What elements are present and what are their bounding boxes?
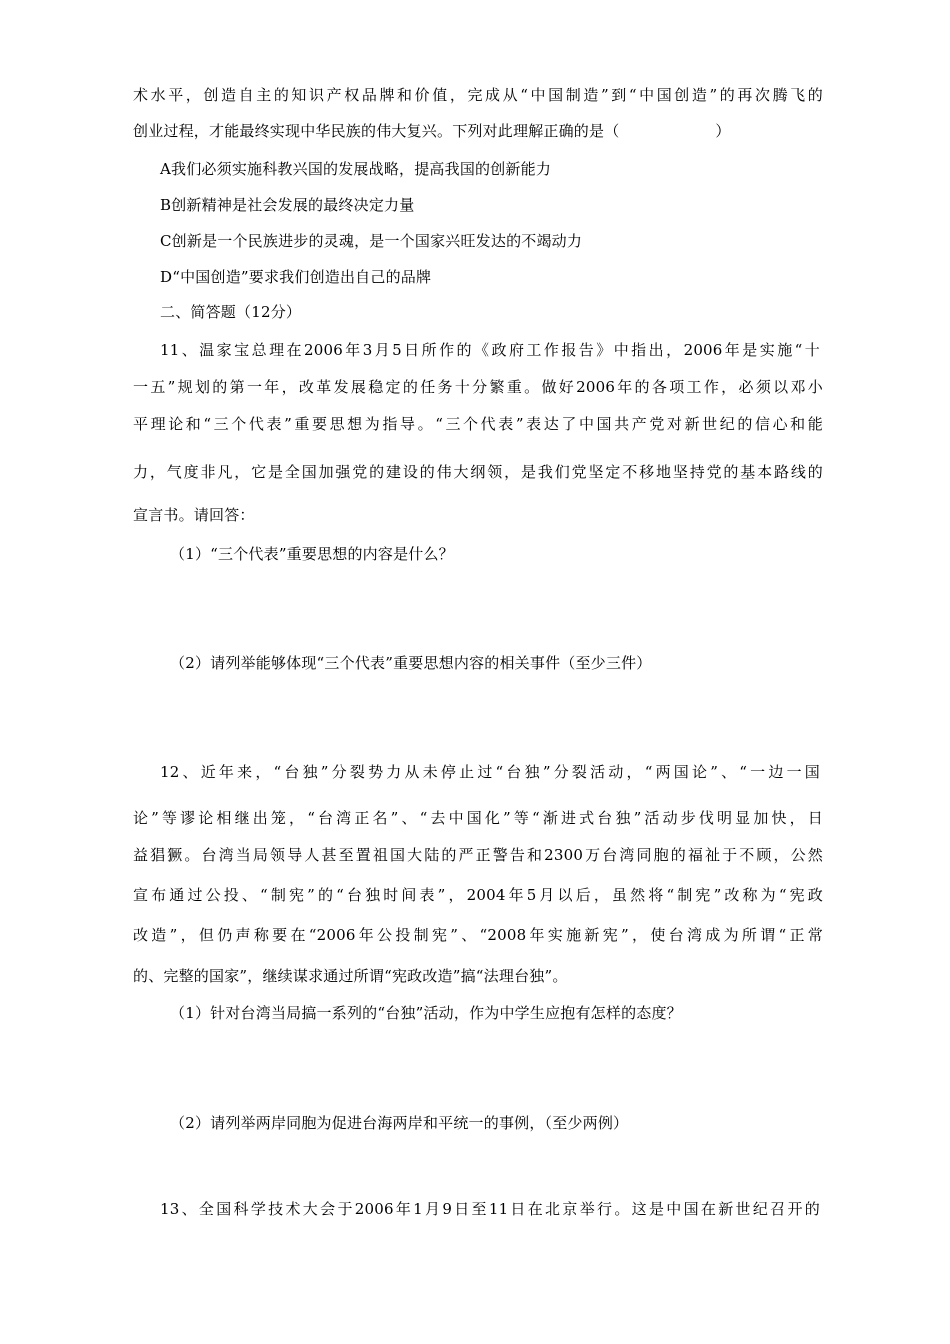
q10-line-1: 术水平，创造自主的知识产权品牌和价值，完成从“中国制造”到“中国创造”的再次腾飞的	[133, 86, 823, 104]
q10-paren-close: ）	[715, 122, 731, 140]
q11-line-2: 一五”规划的第一年，改革发展稳定的任务十分繁重。做好2006年的各项工作，必须以邓小	[133, 378, 823, 396]
q11-line-3: 平理论和“三个代表”重要思想为指导。“三个代表”表达了中国共产党对新世纪的信心和能	[133, 415, 823, 433]
q12-sub-question-2: （2）请列举两岸同胞为促进台海两岸和平统一的事例，（至少两例）	[170, 1114, 629, 1132]
q10-line-2-text: 创业过程，才能最终实现中华民族的伟大复兴。下列对此理解正确的是（	[133, 122, 620, 140]
q10-line-2	[133, 121, 823, 141]
q12-line-3: 益猖獗。台湾当局领导人甚至置祖国大陆的严正警告和2300万台湾同胞的福祉于不顾，公然	[133, 846, 823, 864]
q11-line-4: 力，气度非凡，它是全国加强党的建设的伟大纲领，是我们党坚定不移地坚持党的基本路线的	[133, 463, 823, 481]
q10-option-b: B创新精神是社会发展的最终决定力量	[160, 196, 415, 214]
q10-option-a: A我们必须实施科教兴国的发展战略，提高我国的创新能力	[160, 160, 552, 178]
q11-sub-question-1: （1）“三个代表”重要思想的内容是什么？	[170, 545, 454, 563]
q12-line-5: 改造”，但仍声称要在“2006年公投制宪”、“2008年实施新宪”，使台湾成为所谓“正常	[133, 926, 823, 944]
q12-line-2: 论”等谬论相继出笼，“台湾正名”、“去中国化”等“渐进式台独”活动步伐明显加快，日	[133, 809, 823, 827]
q11-sub-question-2: （2）请列举能够体现“三个代表”重要思想内容的相关事件（至少三件）	[170, 654, 652, 672]
q10-option-c: C创新是一个民族进步的灵魂，是一个国家兴旺发达的不竭动力	[160, 232, 583, 250]
q12-sub-question-1: （1）针对台湾当局搞一系列的“台独”活动，作为中学生应抱有怎样的态度？	[170, 1004, 682, 1022]
q10-option-d: D“中国创造”要求我们创造出自己的品牌	[160, 268, 432, 286]
q12-line-1: 12、近年来，“台独”分裂势力从未停止过“台独”分裂活动，“两国论”、“一边一国	[160, 763, 820, 781]
q13-line-1: 13、全国科学技术大会于2006年1月9日至11日在北京举行。这是中国在新世纪召开的	[160, 1200, 820, 1218]
q11-line-1: 11、温家宝总理在2006年3月5日所作的《政府工作报告》中指出，2006年是实施“十	[160, 341, 820, 359]
q11-line-5: 宣言书。请回答：	[133, 506, 255, 524]
q12-line-4: 宣布通过公投、“制宪”的“台独时间表”，2004年5月以后，虽然将“制宪”改称为“宪政	[133, 886, 823, 904]
section-2-heading: 二、简答题（12分）	[160, 303, 302, 321]
q12-line-6: 的、完整的国家”，继续谋求通过所谓“宪政改造”搞“法理台独”。	[133, 967, 568, 985]
